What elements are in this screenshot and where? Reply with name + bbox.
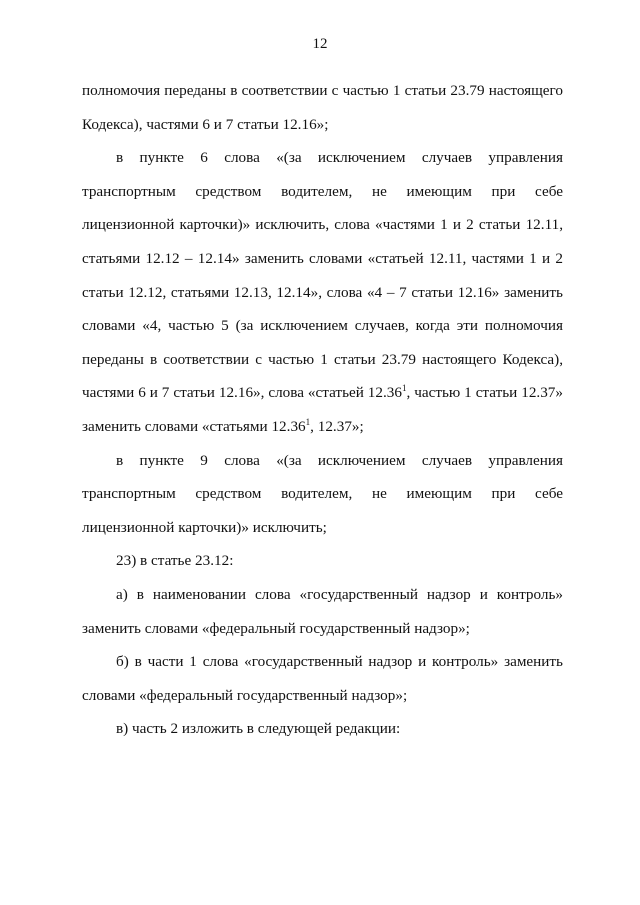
text-run: а) в наименовании слова «государственный надзор и контроль» заменить словами «федеральный государственный надзор»;	[82, 585, 563, 637]
text-run: 23) в статье 23.12:	[116, 552, 234, 570]
paragraph-p5	[82, 578, 563, 645]
text-run: полномочия переданы в соответствии с частью 1 статьи 23.79 настоящего Кодекса), частями 6 и 7 статьи 12.16»;	[82, 82, 563, 133]
text-run: , 12.37»;	[310, 417, 364, 435]
paragraph-p1	[82, 74, 563, 141]
superscript: 1	[305, 416, 311, 427]
paragraph-p7	[82, 712, 563, 746]
text-run: в пункте 6 слова «(за исключением случаев управления транспортным средством водителем, не имеющим при себе лицензионной карточки)» исключить, слова «частями 1 и 2 статьи 12.11, статьями 12.12 – 12.14» заменить словами «статьей 12.11, частями 1 и 2 статьи 12.12, статьями 12.13, 12.14», слова «4 – 7 статьи 12.16» заменить словами «4, частью 5 (за исключением случаев, когда эти полномочия переданы в соответствии с частью 1 статьи 23.79 настоящего Кодекса), частями 6 и 7 статьи 12.16», слова «статьей 12.36	[82, 149, 563, 402]
document-body	[82, 74, 563, 746]
text-run: б) в части 1 слова «государственный надзор и контроль» заменить словами «федеральный государственный надзор»;	[82, 653, 563, 704]
page-number: 12	[312, 36, 328, 52]
paragraph-p6	[82, 645, 563, 712]
paragraph-p2	[82, 141, 563, 443]
text-run: , частью 1 статьи 12.37» заменить словами «статьями 12.36	[82, 384, 563, 435]
paragraph-p3	[82, 444, 563, 545]
text-run: в пункте 9 слова «(за исключением случаев управления транспортным средством водителем, не имеющим при себе лицензионной карточки)» исключить;	[82, 451, 563, 536]
superscript: 1	[401, 383, 407, 394]
text-run: в) часть 2 изложить в следующей редакции:	[116, 720, 401, 738]
paragraph-p4	[82, 544, 563, 578]
